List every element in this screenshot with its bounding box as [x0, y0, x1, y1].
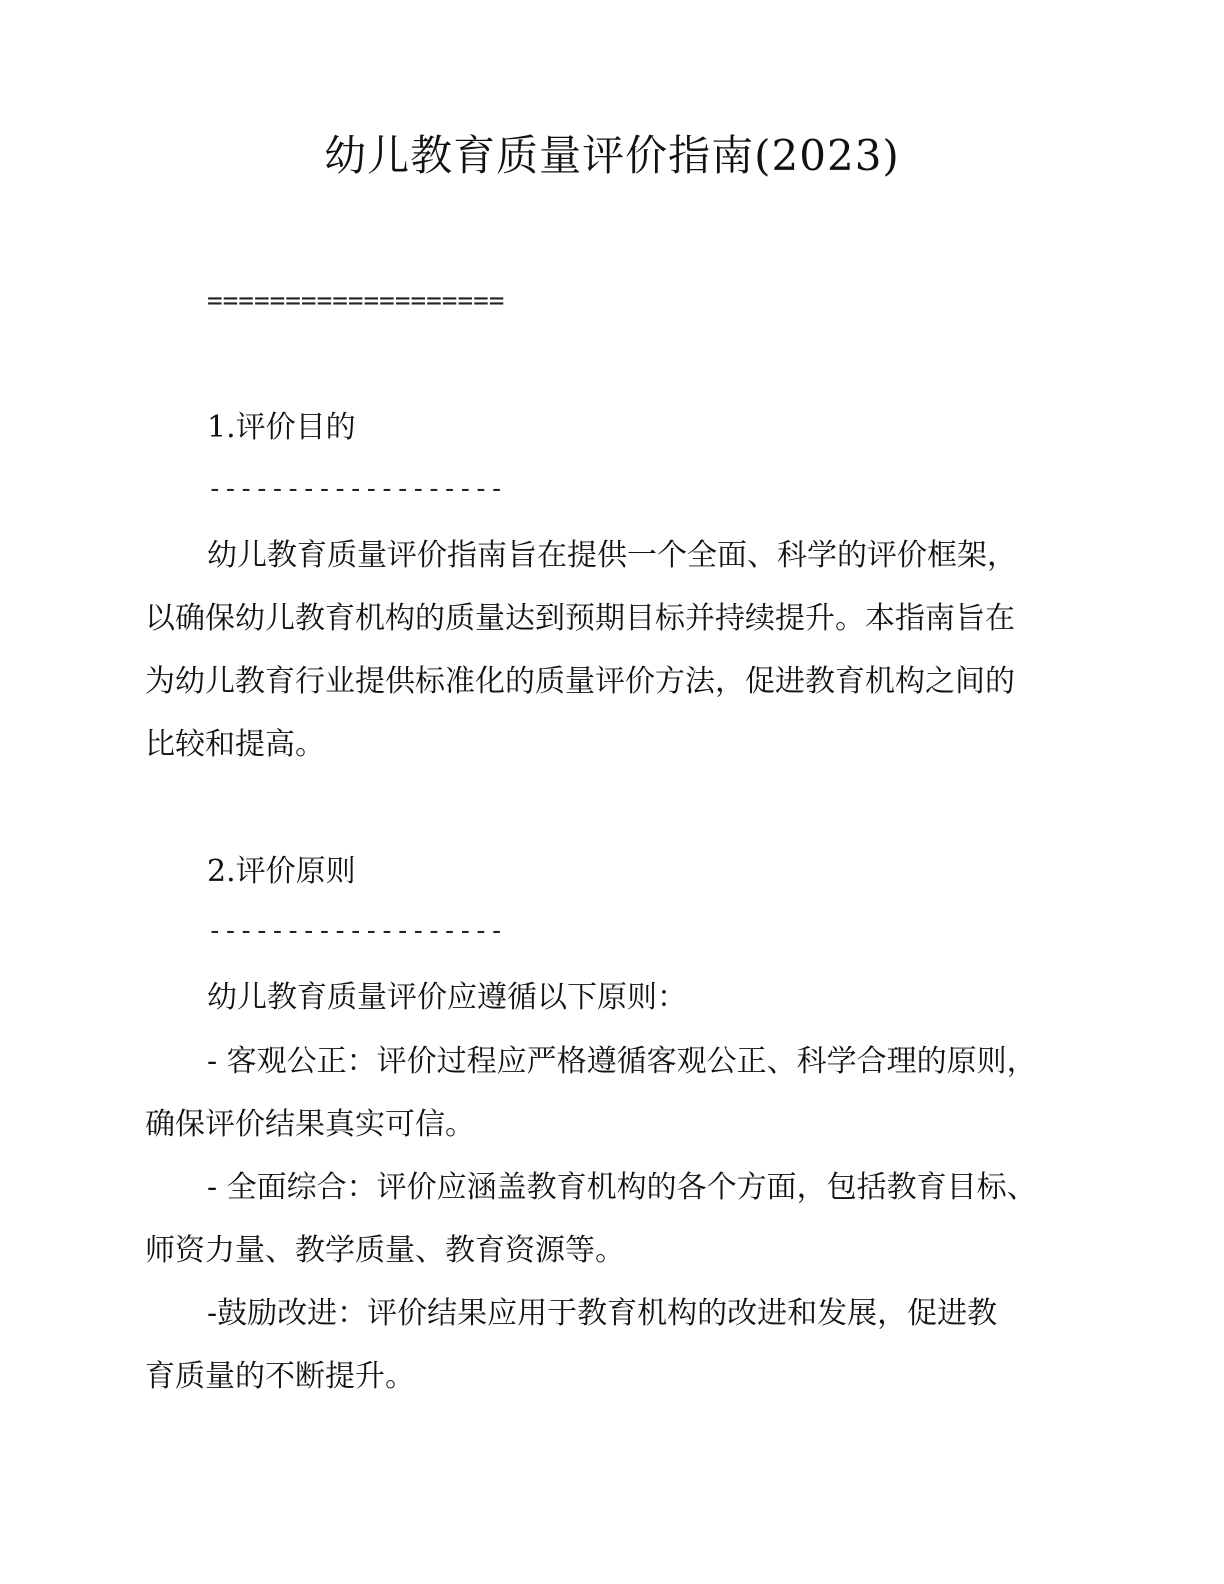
paragraph-line: 幼儿教育质量评价应遵循以下原则：	[207, 980, 687, 1015]
section-heading-principles: 2.评价原则	[207, 854, 356, 889]
section-underline-principles: -------------------	[207, 916, 505, 946]
paragraph-line: 幼儿教育质量评价指南旨在提供一个全面、科学的评价框架，	[207, 538, 1017, 573]
paragraph-line: - 客观公正：评价过程应严格遵循客观公正、科学合理的原则，	[207, 1044, 1037, 1079]
paragraph-line: 师资力量、教学质量、教育资源等。	[145, 1233, 625, 1268]
list-item-objective-fair	[145, 1030, 1105, 1156]
list-item-encourage-improvement	[145, 1282, 1105, 1408]
paragraph-line: 比较和提高。	[145, 727, 325, 762]
paragraph-line: -鼓励改进：评价结果应用于教育机构的改进和发展，促进教	[207, 1296, 998, 1331]
paragraph-line: 确保评价结果真实可信。	[145, 1107, 475, 1142]
section-heading-purpose: 1.评价目的	[207, 410, 356, 445]
paragraph-line: 为幼儿教育行业提供标准化的质量评价方法，促进教育机构之间的	[145, 664, 1015, 699]
paragraph-purpose	[145, 524, 1105, 776]
list-item-comprehensive	[145, 1156, 1105, 1282]
paragraph-line: - 全面综合：评价应涵盖教育机构的各个方面，包括教育目标、	[207, 1170, 1037, 1205]
title-separator: ===================	[207, 286, 505, 316]
paragraph-principles-intro	[145, 966, 1105, 1029]
section-underline-purpose: -------------------	[207, 474, 505, 504]
document-title: 幼儿教育质量评价指南(2023)	[324, 131, 900, 180]
paragraph-line: 以确保幼儿教育机构的质量达到预期目标并持续提升。本指南旨在	[145, 601, 1015, 636]
paragraph-line: 育质量的不断提升。	[145, 1359, 415, 1394]
